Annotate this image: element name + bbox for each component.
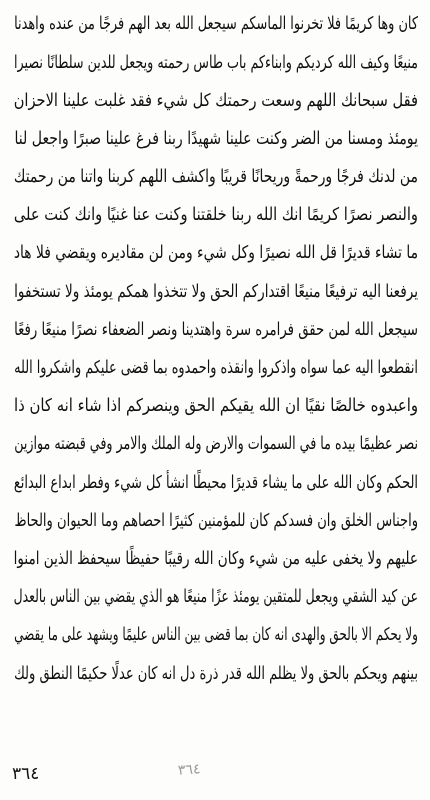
manuscript-line: الحكم وكان الله على ما يشاء قديرًا محيطًا انشأ كل شيء وفطر ابداع البدائع <box>13 472 419 493</box>
manuscript-line: واجناس الخلق وان فسدكم كان للمؤمنين كثيرًا احصاهم وما الحيوان والحاظ <box>14 510 419 531</box>
manuscript-line: عليهم ولا يخفى عليه من شيء وكان الله رقيبًا حفيظًا سيحفظ الذين امنوا <box>13 548 419 569</box>
manuscript-line: من لدنك فرجًا ورحمةً وريحانًا قريبًا واكشف اللهم كربنا واتنا من رحمتك <box>13 167 419 188</box>
manuscript-line: يرفعنا اليه ترفيعًا منيعًا اقتداركم الحق ولا تتخذوا همكم يومئذ ولا تستخفوا <box>14 281 418 302</box>
manuscript-line: فقل سبحانك اللهم وسعت رحمتك كل شيء فقد غلبت علينا الاحزان <box>13 90 419 111</box>
page-number: ٣٦٤ <box>12 764 40 784</box>
manuscript-line: واعبدوه خالصًا نقيًا ان الله يقيكم الحق وينصركم اذا شاء انه كان ذا <box>14 396 418 417</box>
faded-page-stamp: ٣٦٤ <box>177 761 202 779</box>
manuscript-line: ما تشاء قديرًا قل الله نصيرًا وكل شيء ومن لن مقاديره ويقضي فلا هاد <box>13 243 419 264</box>
manuscript-line: انقطعوا اليه عما سواه واذكروا وانقذه واحمدوه بما قضى عليكم واشكروا الله <box>14 358 419 379</box>
manuscript-line: منيعًا وكيف الله كرديكم وابناءكم باب طاس رحمته ويجعل للدين سلطانًا نصيرا <box>13 52 418 73</box>
manuscript-text <box>14 6 418 752</box>
manuscript-line: عن كيد الشقي ويجعل للمتقين يومئذ عزًا منيعًا هو الذي يقضي بين الناس بالعدل <box>13 587 418 608</box>
manuscript-line: والنصر نصرًا كريمًا انك الله ربنا خلقتنا وكنت عنا غنيًا وانك كنت على <box>13 205 419 226</box>
manuscript-line: بينهم ويحكم بالحق ولا يظلم الله قدر ذرة دل انه كان عدلًا حكيمًا النطق ولك <box>14 663 418 684</box>
manuscript-line: يومئذ ومسنا من الضر وكنت علينا شهيدًا ربنا فرغ علينا صبرًا واجعل لنا <box>14 128 419 149</box>
manuscript-line: نصر عظيمًا بيده ما في السموات والارض وله الملك والامر وفي قبضته موازين <box>14 434 418 455</box>
manuscript-line: سيجعل الله لمن حقق فرامره سرة واهتدينا ونصر الضعفاء نصرًا منيعًا رفعًا <box>14 319 419 340</box>
manuscript-line: كان وها كريمًا فلا تخرنوا الماسكم سيجعل الله بعد الهم فرجًا من عنده واهدنا <box>14 14 418 35</box>
manuscript-line: ولا يحكم الا بالحق والهدى انه كان بما قضى بين الناس عليمًا ويشهد على ما يقضي <box>14 625 418 646</box>
